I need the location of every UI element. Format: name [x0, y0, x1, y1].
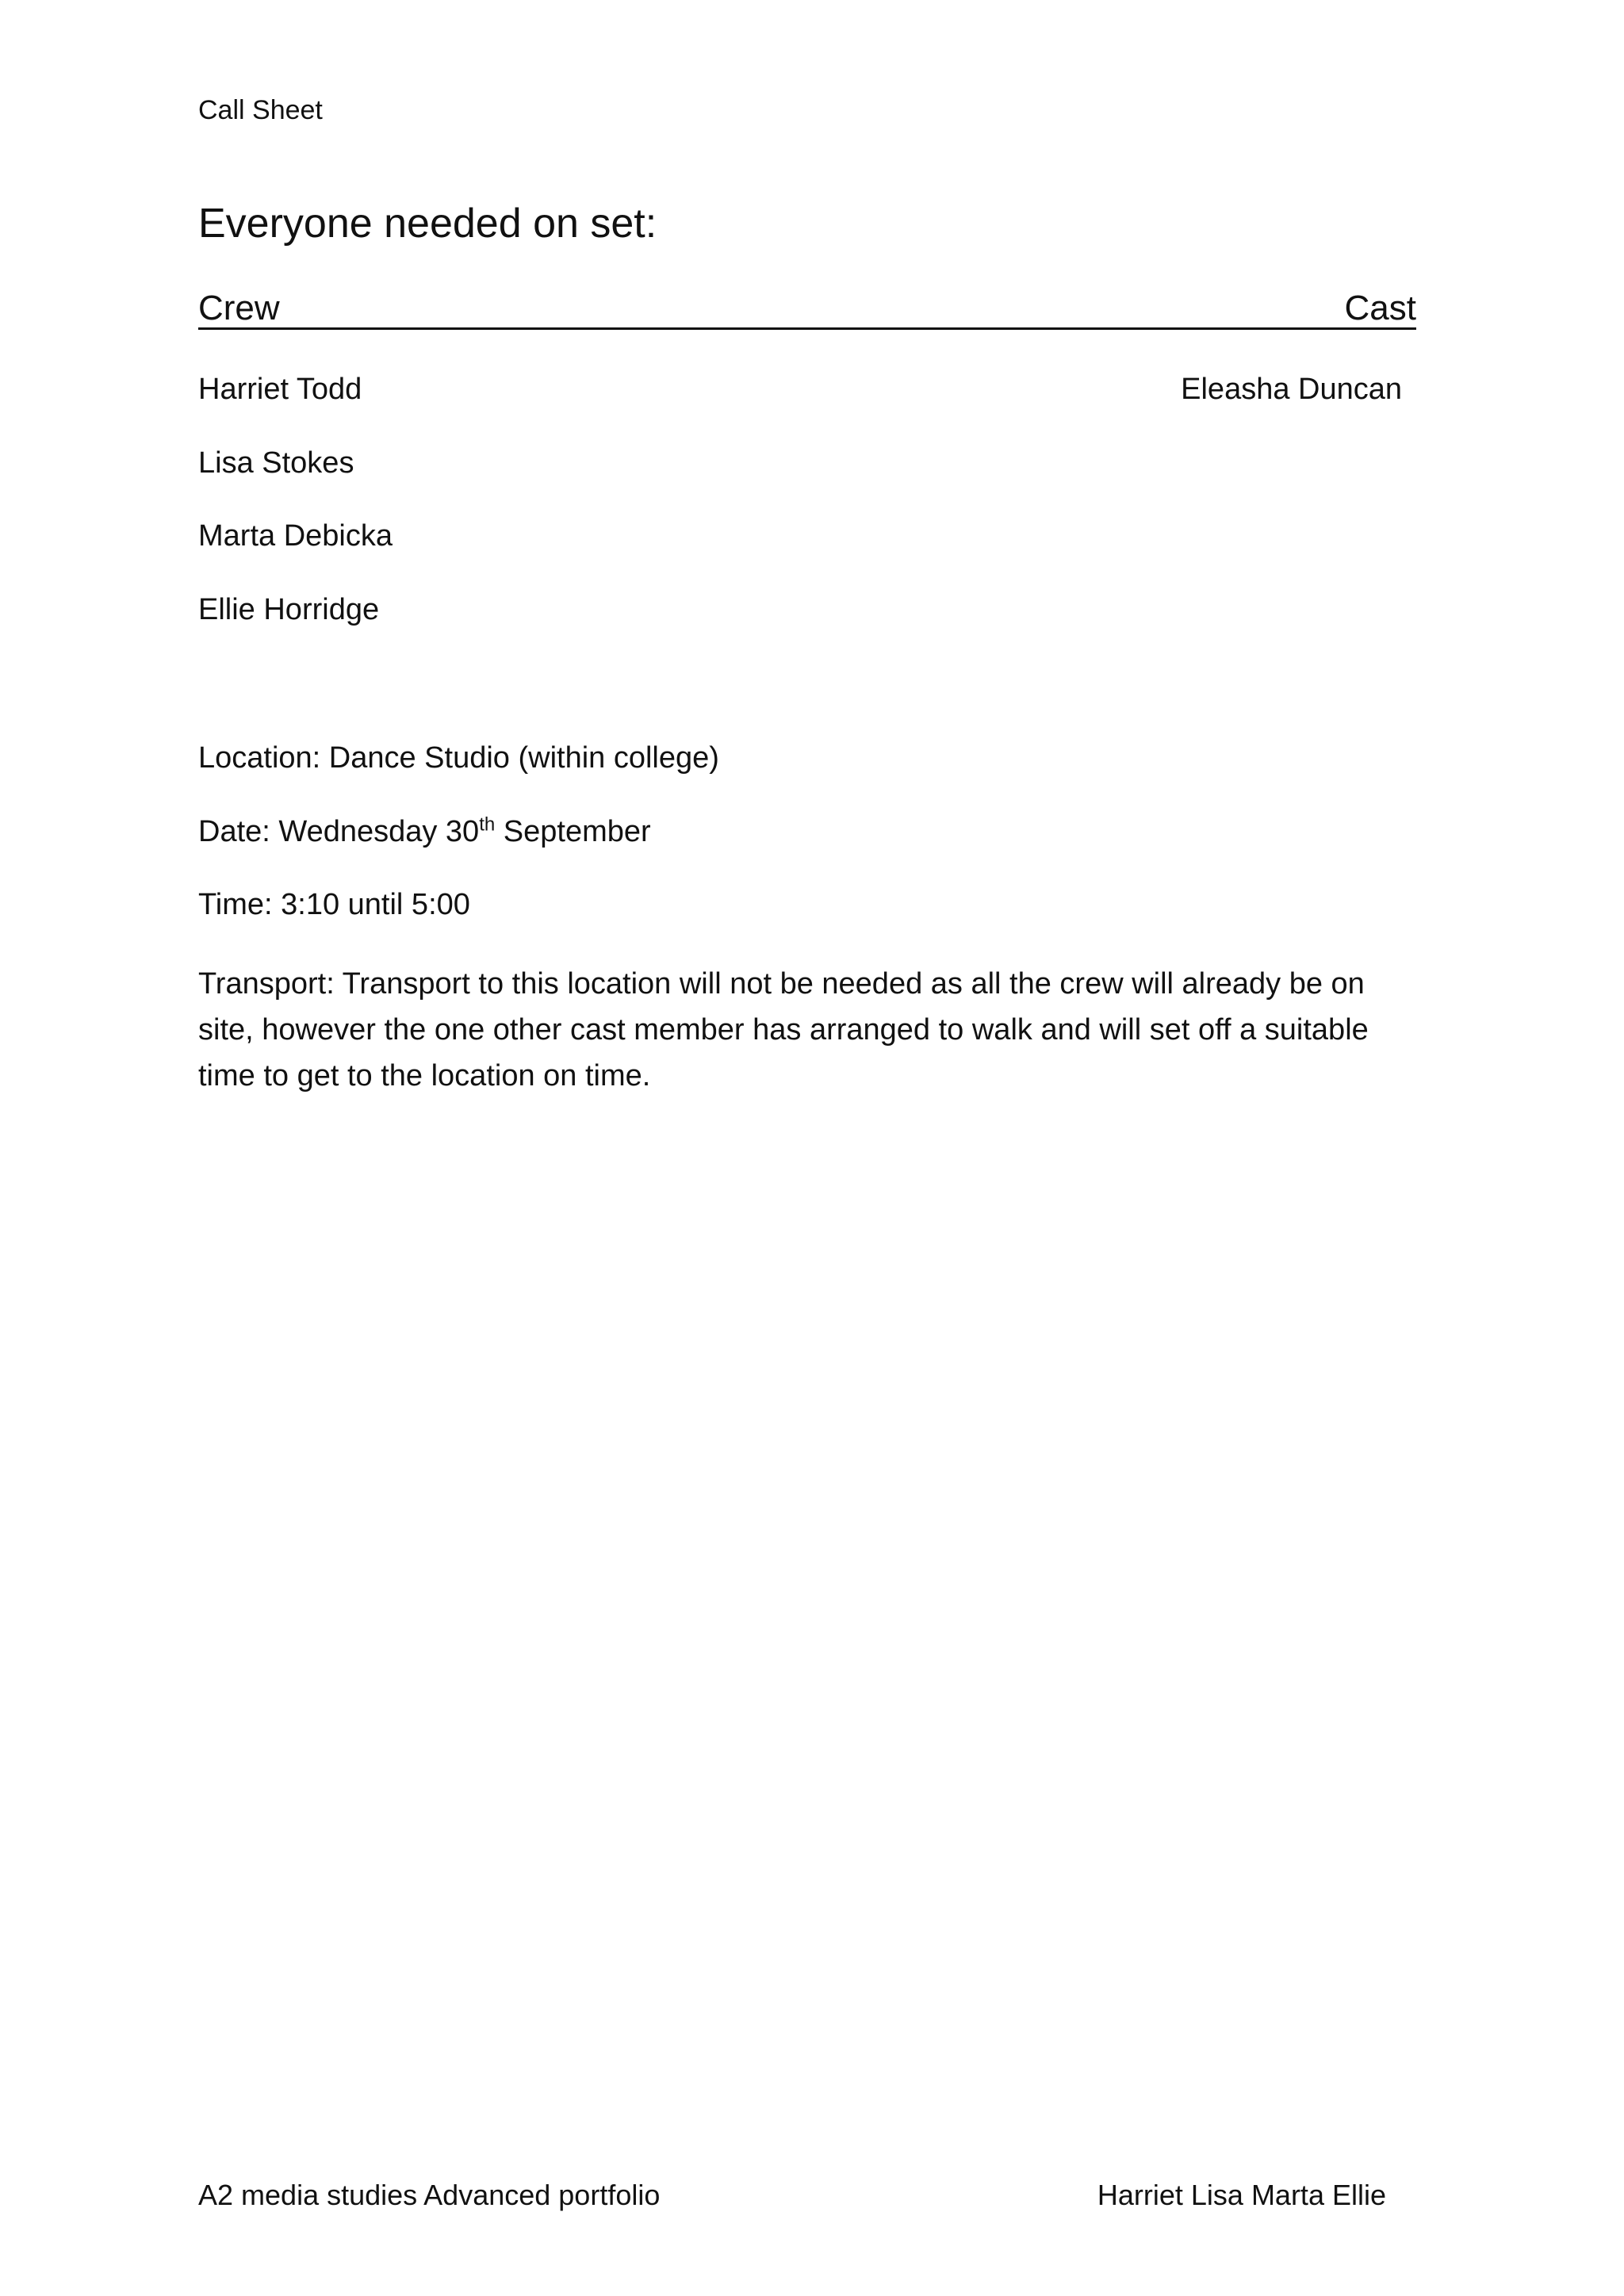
cast-member: Eleasha Duncan: [1181, 373, 1402, 406]
page-header-title: Call Sheet: [198, 95, 323, 125]
transport-paragraph: Transport: Transport to this location will not be needed as all the crew will already be on site, however the one other cast member has arranged to walk and will set off a suitable time to get to the location on time.: [198, 967, 1369, 1093]
date-ordinal-suffix: th: [479, 813, 496, 836]
cast-list: [1181, 373, 1402, 407]
location-line: Location: Dance Studio (within college): [198, 741, 719, 775]
crew-cast-header-row: [198, 289, 1416, 330]
footer-right-text: Harriet Lisa Marta Ellie: [1097, 2179, 1386, 2211]
footer-left-text: A2 media studies Advanced portfolio: [198, 2179, 661, 2211]
date-line: [198, 815, 651, 849]
crew-member: Harriet Todd: [198, 373, 362, 406]
crew-member: Marta Debicka: [198, 519, 393, 553]
date-text: Date: Wednesday 30: [198, 815, 480, 848]
section-heading: Everyone needed on set:: [198, 201, 657, 247]
crew-member: Lisa Stokes: [198, 446, 354, 480]
crew-list: [198, 373, 393, 666]
time-line: Time: 3:10 until 5:00: [198, 888, 470, 921]
crew-member: Ellie Horridge: [198, 592, 380, 626]
cast-column-header: Cast: [1344, 288, 1416, 327]
date-month: September: [495, 815, 651, 848]
crew-column-header: Crew: [198, 288, 280, 327]
